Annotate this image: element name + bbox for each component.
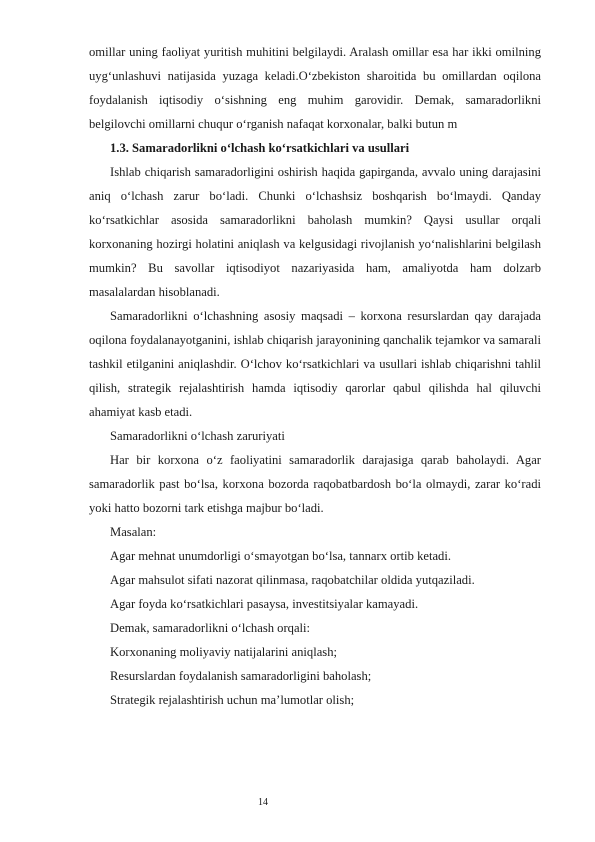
subheading-line: Samaradorlikni o‘lchash zaruriyati bbox=[110, 429, 285, 443]
list-item: Strategik rejalashtirish uchun ma’lumotlar olish; bbox=[110, 693, 355, 707]
paragraph-1: Ishlab chiqarish samaradorligini oshirish haqida gapirganda, avvalo uning darajasini aniq o‘lchash zarur bo‘ladi. Chunki o‘lchashsiz boshqarish bo‘lmaydi. Qanday ko‘rsatkichlar asosida samaradorlikni baholash mumkin? Qaysi usullar orqali korxonaning hozirgi holatini aniqlash va kelgusidagi rivojlanish yo‘nalishlarini belgilash mumkin? Bu savollar iqtisodiyot nazariyasida ham, amaliyotda ham dolzarb masalalardan hisoblanadi. bbox=[89, 165, 541, 299]
page-number: 14 bbox=[258, 797, 268, 808]
conclusion-line: Demak, samaradorlikni o‘lchash orqali: bbox=[110, 621, 311, 635]
example-line-1: Agar mehnat unumdorligi o‘smayotgan bo‘lsa, tannarx ortib ketadi. bbox=[110, 549, 451, 563]
example-line-3: Agar foyda ko‘rsatkichlari pasaysa, investitsiyalar kamayadi. bbox=[110, 597, 419, 611]
document-page bbox=[89, 40, 541, 712]
list-item: Korxonaning moliyaviy natijalarini aniqlash; bbox=[110, 645, 337, 659]
example-label: Masalan: bbox=[110, 525, 157, 539]
paragraph-3: Har bir korxona o‘z faoliyatini samaradorlik darajasiga qarab baholaydi. Agar samaradorlik past bo‘lsa, korxona bozorda raqobatbardosh bo‘la olmaydi, zarar ko‘radi yoki hatto bozorni tark etishga majbur bo‘ladi. bbox=[89, 453, 541, 515]
example-line-2: Agar mahsulot sifati nazorat qilinmasa, raqobatchilar oldida yutqaziladi. bbox=[110, 573, 475, 587]
list-item: Resurslardan foydalanish samaradorligini baholash; bbox=[110, 669, 372, 683]
section-heading: 1.3. Samaradorlikni o‘lchash ko‘rsatkichlari va usullari bbox=[110, 141, 410, 155]
paragraph-2: Samaradorlikni o‘lchashning asosiy maqsadi – korxona resurslardan qay darajada oqilona foydalanayotganini, ishlab chiqarish jarayonining qanchalik tejamkor va samarali tashkil etilganini aniqlashdir. O‘lchov ko‘rsatkichlari va usullari ishlab chiqarishni tahlil qilish, strategik rejalashtirish hamda iqtisodiy qarorlar qabul qilishda hal qiluvchi ahamiyat kasb etadi. bbox=[89, 309, 541, 419]
paragraph-intro: omillar uning faoliyat yuritish muhitini belgilaydi. Aralash omillar esa har ikki omilning uyg‘unlashuvi natijasida yuzaga keladi.O‘zbekiston sharoitida bu omillardan oqilona foydalanish iqtisodiy o‘sishning eng muhim garovidir. Demak, samaradorlikni belgilovchi omillarni chuqur o‘rganish nafaqat korxonalar, balki butun m bbox=[89, 45, 541, 131]
